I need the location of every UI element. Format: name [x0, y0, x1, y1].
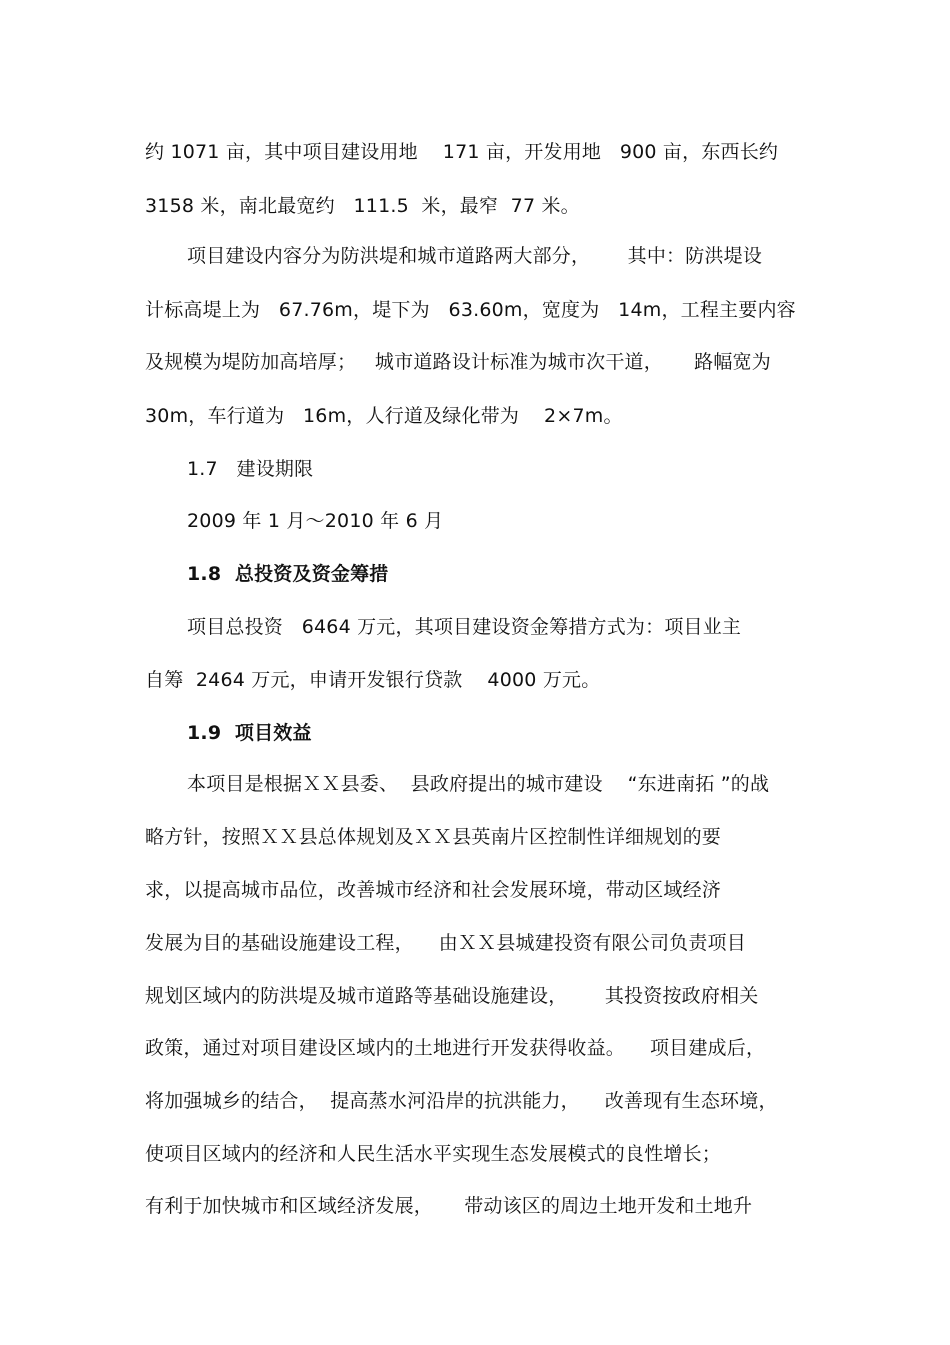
- paragraph-line: 约 1071 亩，其中项目建设用地 171 亩，开发用地 900 亩，东西长约: [145, 141, 779, 163]
- paragraph-line: 及规模为堤防加高培厚； 城市道路设计标准为城市次干道， 路幅宽为: [145, 351, 771, 373]
- section-heading-1-7: 1.7 建设期限: [187, 458, 314, 480]
- section-heading-1-9: 1.9 项目效益: [187, 722, 312, 744]
- paragraph-line: 有利于加快城市和区域经济发展， 带动该区的周边土地开发和土地升: [145, 1195, 753, 1217]
- paragraph-line: 略方针，按照ＸＸ县总体规划及ＸＸ县英南片区控制性详细规划的要: [145, 826, 722, 848]
- paragraph-line: 规划区域内的防洪堤及城市道路等基础设施建设， 其投资按政府相关: [145, 985, 759, 1007]
- paragraph-line: 30m，车行道为 16m，人行道及绿化带为 2×7m。: [145, 405, 623, 427]
- paragraph-line: 自筹 2464 万元，申请开发银行贷款 4000 万元。: [145, 669, 601, 691]
- paragraph-line: 3158 米，南北最宽约 111.5 米，最窄 77 米。: [145, 195, 580, 217]
- paragraph-line: 2009 年 1 月～2010 年 6 月: [187, 510, 444, 532]
- section-heading-1-8: 1.8 总投资及资金筹措: [187, 563, 389, 585]
- paragraph-line: 求，以提高城市品位，改善城市经济和社会发展环境，带动区域经济: [145, 879, 722, 901]
- paragraph-line: 将加强城乡的结合， 提高蒸水河沿岸的抗洪能力， 改善现有生态环境，: [145, 1090, 778, 1112]
- paragraph-line: 项目建设内容分为防洪堤和城市道路两大部分， 其中：防洪堤设: [187, 245, 763, 267]
- paragraph-line: 项目总投资 6464 万元，其项目建设资金筹措方式为：项目业主: [187, 616, 742, 638]
- paragraph-line: 计标高堤上为 67.76m，堤下为 63.60m，宽度为 14m，工程主要内容: [145, 299, 796, 321]
- paragraph-line: 政策，通过对项目建设区域内的土地进行开发获得收益。 项目建成后，: [145, 1037, 766, 1059]
- paragraph-line: 使项目区域内的经济和人民生活水平实现生态发展模式的良性增长；: [145, 1143, 722, 1165]
- paragraph-line: 发展为目的基础设施建设工程， 由ＸＸ县城建投资有限公司负责项目: [145, 932, 746, 954]
- paragraph-line: 本项目是根据ＸＸ县委、 县政府提出的城市建设 “东进南拓 ”的战: [187, 773, 770, 795]
